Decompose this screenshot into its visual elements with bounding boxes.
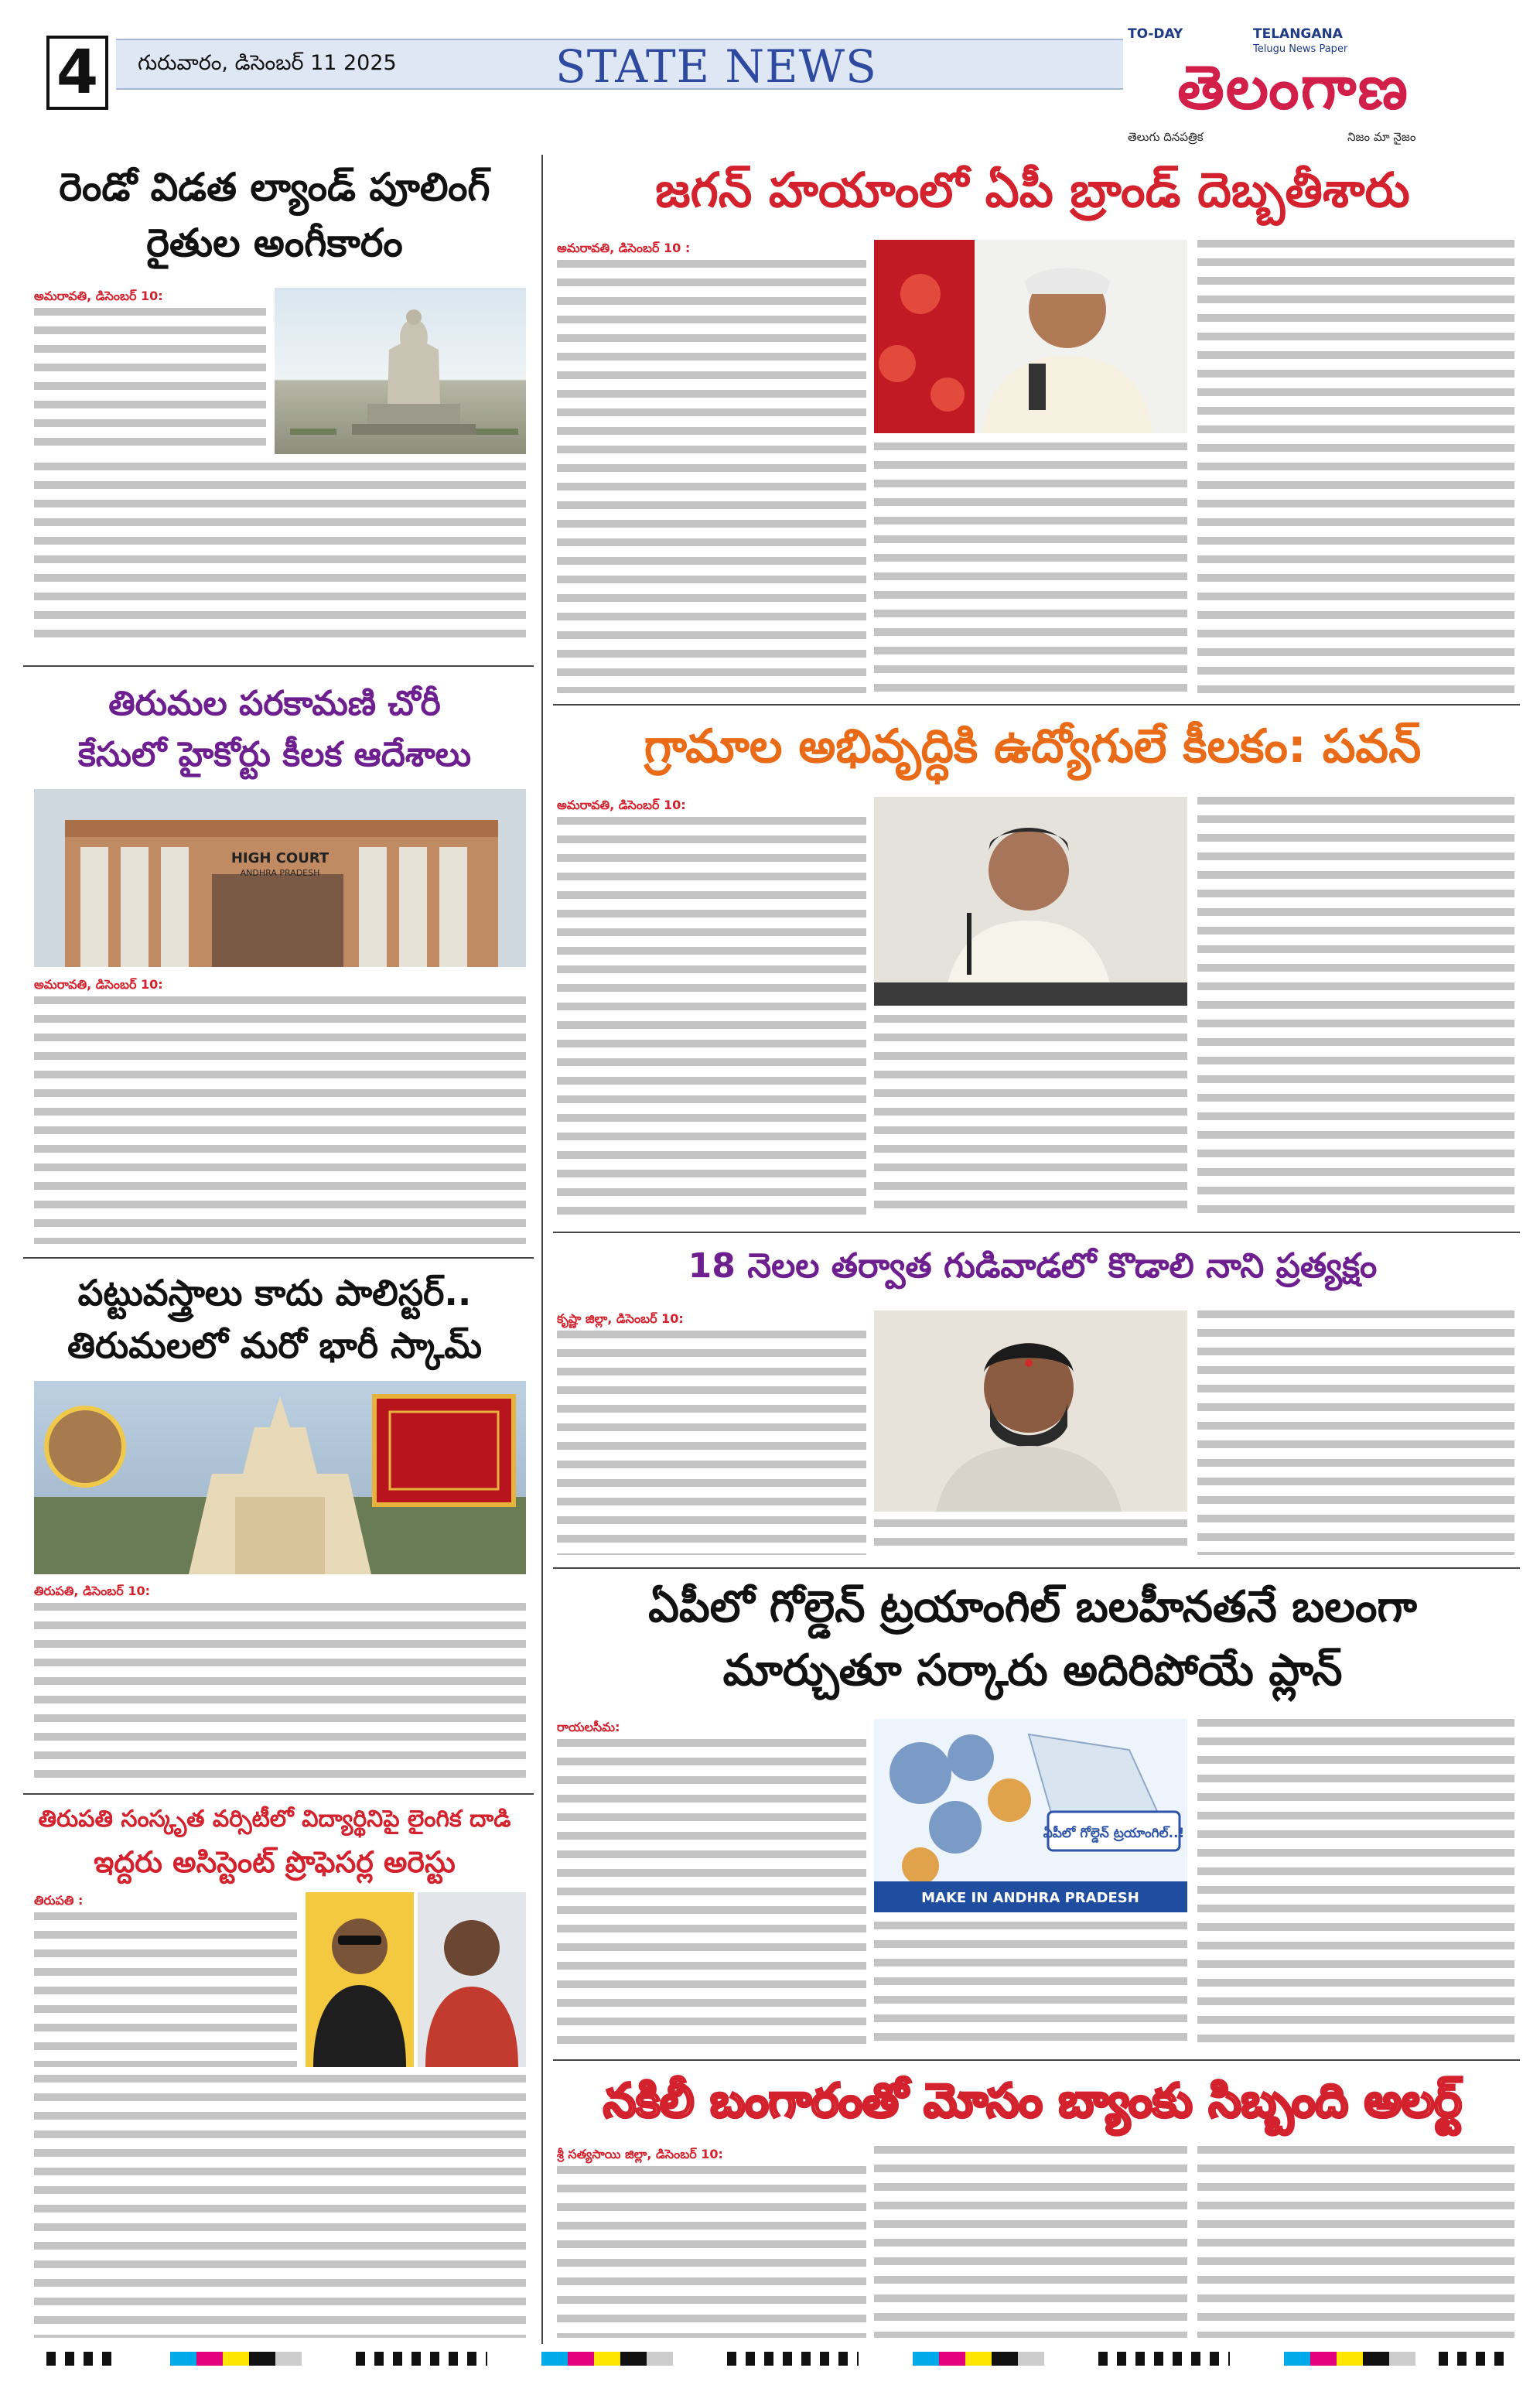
high-court-photo [34,789,526,967]
golden-triangle-body-col1 [557,1739,866,2048]
pawan-body-col2 [874,1015,1187,1219]
divider [553,1567,1520,1569]
masthead-today: TO-DAY [1128,26,1183,42]
divider [553,704,1520,706]
jagan-brand-body-col3 [1197,240,1514,693]
land-pooling-headline-1[interactable]: రెండో విడత ల్యాండ్ పూలింగ్ [59,165,490,210]
high-court-sign-sub: ANDHRA PRADESH [240,868,320,878]
jagan-brand-body-col2 [874,442,1187,693]
tirumala-temple-photo [34,1381,526,1574]
tirumala-scam-dateline: తిరుపతి, డిసెంబర్ 10: [34,1583,155,1600]
sanskrit-univ-dateline: తిరుపతి : [34,1892,87,1909]
sanskrit-univ-body-text [34,1912,297,2067]
pawan-body-col3 [1197,797,1514,1219]
issue-date: గురువారం, డిసెంబర్ 11 2025 [138,51,397,75]
golden-triangle-label: ఏపీలో గోల్డెన్ ట్రయాంగిల్..! [1043,1826,1185,1841]
color-bar [913,2352,1044,2366]
golden-triangle-graphic [874,1719,1187,1912]
golden-triangle-headline-2[interactable]: మార్చుతూ సర్కారు అదిరిపోయే ప్లాన్ [722,1645,1343,1696]
make-in-ap-banner: MAKE IN ANDHRA PRADESH [921,1890,1139,1906]
tirumala-scam-headline-2[interactable]: తిరుమలలో మరో భారీ స్కామ్ [67,1324,482,1366]
tirumala-scam-headline-1[interactable]: పట్టువస్త్రాలు కాదు పాలిస్టర్.. [77,1272,472,1314]
masthead-tagline-left: తెలుగు దినపత్రిక [1128,130,1204,144]
parakamani-headline-1[interactable]: తిరుమల పరకామణి చోరీ [108,684,441,723]
golden-triangle-body-col3 [1197,1719,1514,2048]
jagan-brand-dateline: అమరావతి, డిసెంబర్ 10 : [557,240,695,257]
parakamani-dateline: అమరావతి, డిసెంబర్ 10: [34,976,168,993]
registration-mark [727,2352,859,2366]
masthead-tagline-right: నిజం మా నైజం [1347,130,1416,144]
registration-mark [356,2352,487,2366]
kodali-nani-dateline: కృష్ణా జిల్లా, డిసెంబర్ 10: [557,1310,688,1327]
pawan-photo [874,797,1187,1006]
fake-gold-body-col2 [874,2146,1187,2338]
column-divider [541,155,543,2344]
professor-photo-2 [418,1892,526,2067]
registration-mark [1439,2352,1508,2366]
divider [553,1232,1520,1233]
sanskrit-univ-headline-2[interactable]: ఇద్దరు అసిస్టెంట్ ప్రొఫెసర్ల అరెస్టు [94,1845,456,1879]
kodali-nani-body-col3 [1197,1310,1514,1555]
fake-gold-body-col3 [1197,2146,1514,2338]
registration-mark [1098,2352,1230,2366]
jagan-brand-headline[interactable]: జగన్ హయాంలో ఏపీ బ్రాండ్ దెబ్బతీశారు [655,162,1410,218]
divider [23,1793,534,1795]
sanskrit-univ-headline-1[interactable]: తిరుపతి సంస్కృత వర్సిటీలో విద్యార్థినిపై లైంగిక దాడి [38,1806,511,1833]
golden-triangle-dateline: రాయలసీమ: [557,1719,624,1736]
tirumala-scam-body-text [34,1603,526,1778]
fake-gold-body-col1 [557,2166,866,2338]
land-pooling-body-text-2 [34,463,526,648]
sanskrit-univ-body-text-2 [34,2075,526,2338]
divider [23,665,534,667]
land-pooling-body-text [34,308,266,455]
parakamani-body-text [34,996,526,1244]
masthead-logo: తెలంగాణ [1177,53,1409,123]
fake-gold-dateline: శ్రీ సత్యసాయి జిల్లా, డిసెంబర్ 10: [557,2146,728,2163]
land-pooling-dateline: అమరావతి, డిసెంబర్ 10: [34,288,168,305]
section-title: STATE NEWS [555,40,877,93]
color-bar [170,2352,302,2366]
jagan-brand-body-col1 [557,260,866,693]
pawan-body-col1 [557,817,866,1219]
kodali-nani-headline[interactable]: 18 నెలల తర్వాత గుడివాడలో కొడాలి నాని ప్రత్యక్షం [688,1246,1378,1286]
masthead[interactable] [1123,26,1487,149]
land-pooling-headline-2[interactable]: రైతుల అంగీకారం [146,220,403,265]
professor-photo-1 [306,1892,414,2067]
kodali-nani-photo [874,1310,1187,1512]
kodali-nani-body-col2 [874,1519,1187,1555]
chandrababu-photo [874,240,1187,433]
color-bar [541,2352,673,2366]
masthead-brand-sub: Telugu News Paper [1253,43,1348,55]
masthead-brand-latin: TELANGANA [1253,26,1343,42]
golden-triangle-body-col2 [874,1922,1187,2048]
color-bar [1284,2352,1415,2366]
kodali-nani-body-col1 [557,1331,866,1555]
amaravati-buddha-photo [275,288,526,454]
high-court-sign: HIGH COURT [230,850,330,866]
golden-triangle-headline-1[interactable]: ఏపీలో గోల్డెన్ ట్రయాంగిల్ బలహీనతనే బలంగా [648,1582,1417,1632]
fake-gold-headline[interactable]: నకిలీ బంగారంతో మోసం బ్యాంకు సిబ్బంది అలర్ట్ [603,2074,1463,2128]
page-number: 4 [46,36,108,110]
pawan-dateline: అమరావతి, డిసెంబర్ 10: [557,797,691,814]
parakamani-headline-2[interactable]: కేసులో హైకోర్టు కీలక ఆదేశాలు [77,735,472,774]
divider [23,1257,534,1259]
divider [553,2059,1520,2061]
pawan-headline[interactable]: గ్రామాల అభివృద్ధికి ఉద్యోగులే కీలకం: పవన్ [644,719,1422,774]
registration-mark [46,2352,116,2366]
